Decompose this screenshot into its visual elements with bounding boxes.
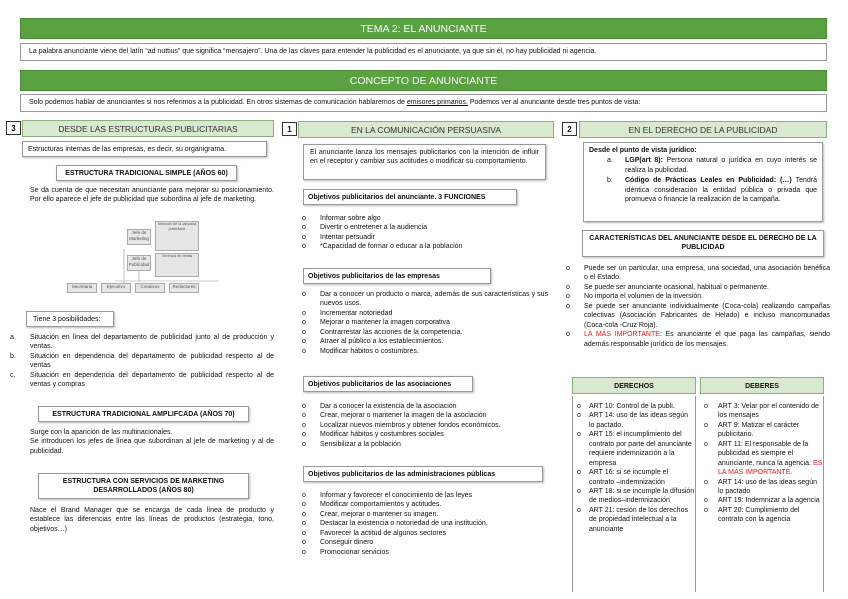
list-item: o Se puede ser anunciante individualmente (Coca-cola) realizando campañas colectivas (Asociación Fabricantes de Helado) e incluso mancomunadas (Coca-cola -Cruz Roja). [562, 302, 830, 330]
list-item [700, 440, 823, 478]
section-title-concepto: CONCEPTO DE ANUNCIANTE [20, 70, 827, 91]
concepto-text-pre: Solo podemos hablar de anunciantes si nos referimos a la publicidad. En otros sistemas de comunicación hablaremos de [29, 99, 407, 106]
list-item: o Informar sobre algo [298, 214, 548, 223]
org-chart [71, 219, 275, 295]
deberes-header: DEBERES [700, 377, 824, 394]
group-list-asociaciones [298, 402, 548, 449]
list-item: o Crear, mejorar o mantener la imagen de la asociación [298, 411, 548, 420]
deberes-list [700, 402, 823, 525]
list-marker: b. [10, 352, 16, 360]
list-item: o Conseguir dinero [298, 538, 548, 547]
list-item: o Informar y favorecer el conocimiento de las leyes [298, 491, 548, 500]
servicios-text: Nace el Brand Manager que se encarga de cada línea de producto y establece las diferencias entre las líneas de productos (estrategia, tono, objetivos…) [30, 507, 274, 533]
list-item: o Intentar persuadir [298, 233, 548, 242]
list-item: o ART 9: Matizar el carácter publicitario. [700, 421, 823, 440]
group-title-anunciante: Objetivos publicitarios del anunciante. 3 FUNCIONES [303, 189, 517, 205]
list-item: o Favorecer la actitud de algunos sectores [298, 529, 548, 538]
ampliada-line-1: Surge con la aparición de las multinacionales. [30, 429, 173, 436]
list-item: o Modificar comportamientos y actitudes. [298, 500, 548, 509]
list-item [562, 330, 830, 349]
juridico-marker-a: a. [607, 157, 613, 165]
list-item: o Contrarrestar las acciones de la competencia. [298, 328, 548, 337]
list-item: o Mejorar o mantener la imagen corporativa [298, 318, 548, 327]
org-box-creativos: Creativos [135, 283, 165, 293]
list-item: o Sensibilizar a la población [298, 440, 548, 449]
list-item: o Modificar hábitos y costumbres sociales [298, 430, 548, 439]
deberes-column [700, 396, 824, 592]
col2-number: 1 [282, 122, 297, 136]
group-title-empresas: Objetivos publicitarios de las empresas [303, 268, 491, 284]
list-item-text: Situación en línea del departamento de publicidad junto al de producción y ventas. [30, 334, 274, 351]
page-title: TEMA 2: EL ANUNCIANTE [20, 18, 827, 39]
list-item: o No importa el volumen de la inversión. [562, 292, 830, 301]
derechos-column [572, 396, 696, 592]
juridico-lead: Desde el punto de vista jurídico: [589, 147, 697, 154]
list-item: o ART 21: cesión de los derechos de propiedad intelectual a la anunciante [573, 506, 695, 534]
org-box-ejecutivo: Ejecutivo [101, 283, 131, 293]
list-item [8, 333, 274, 352]
org-note-2: Gerencia de ventas [155, 253, 199, 277]
juridico-b-text: Tendrá idéntica consideración la entidad pública o privada que promueva o financie la realización de la campaña. [625, 177, 817, 204]
group-list-empresas [298, 290, 548, 356]
list-item: o ART 14: uso de las ideas según lo pactado [700, 478, 823, 497]
derechos-list [573, 402, 695, 534]
posibilidades-list [8, 333, 274, 390]
list-item: o ART 15: el incumplimiento del contrato por parte del anunciante requiere indemnización a la empresa [573, 430, 695, 468]
list-item: o Dar a conocer la existencia de la asociación [298, 402, 548, 411]
list-item: o Puede ser un particular, una empresa, una sociedad, una asociación benéfica o el Estado. [562, 264, 830, 283]
juridico-box [583, 142, 823, 222]
col3-number: 2 [562, 122, 577, 136]
list-item: o ART 14: uso de las ideas según lo pactado. [573, 411, 695, 430]
group-list-anunciante [298, 214, 548, 252]
deberes-important: ES LA MÁS IMPORTANTE. [718, 459, 823, 477]
list-item-text: Situación en dependencia del departamento de publicidad respecto al de ventas [30, 352, 274, 370]
intro-text: La palabra anunciante viene del latín “ad nuttius” que significa “mensajero”. Una de las claves para entender la publicidad es el anunciante, ya que sin él, no hay publicidad ni agencia. [20, 43, 827, 61]
col1-number: 3 [6, 121, 21, 135]
list-item: o Promocionar servicios [298, 548, 548, 557]
list-item: o ART 16: si se incumple el contrato –indemnización [573, 468, 695, 487]
col2-intro: El anunciante lanza los mensajes publicitarios con la intención de influir en el receptor y cambiar sus actitudes o modificar su comportamiento. [303, 144, 546, 180]
col2-header: EN LA COMUNICACIÓN PERSUASIVA [298, 121, 554, 138]
list-item [8, 352, 274, 371]
list-item: o Divertir o entretener a la audiencia [298, 223, 548, 232]
juridico-a-text: Persona natural o jurídica en cuyo interés se realiza la publicidad. [625, 157, 818, 174]
list-item: o *Capacidad de formar o educar a la población [298, 242, 548, 251]
col1-header: DESDE LAS ESTRUCTURAS PUBLICITARIAS [22, 120, 274, 137]
concepto-text [20, 94, 827, 112]
derechos-header: DERECHOS [572, 377, 696, 394]
servicios-title: ESTRUCTURA CON SERVICIOS DE MARKETING DESARROLLADOS (AÑOS 80) [38, 473, 249, 499]
list-item: o Atraer al público a los establecimientos. [298, 337, 548, 346]
list-item: o ART 18: si se incumple la difusión de medios–indemnización [573, 487, 695, 506]
list-item: o Destacar la existencia o notoriedad de una institución. [298, 519, 548, 528]
list-marker: c. [10, 371, 16, 379]
important-text: : Es anunciante el que paga las campañas, siendo además responsable jurídico de los mensajes. [584, 331, 830, 348]
group-list-administraciones [298, 491, 548, 557]
important-label: LA MÁS IMPORTANTE [584, 331, 660, 339]
juridico-item-b [589, 176, 817, 204]
juridico-item-a [589, 156, 817, 175]
list-item: o Incrementar notoriedad [298, 309, 548, 318]
col1-subtitle: Estructuras internas de las empresas, es decir, su organigrama. [22, 141, 267, 157]
list-item: o ART 19: Indemnizar a la agencia [700, 496, 823, 505]
posibilidades-title: Tiene 3 posibilidades: [26, 311, 114, 327]
juridico-marker-b: b. [607, 177, 613, 185]
simple-text: Se da cuenta de que necesitan anunciante para mejorar su posicionamiento. Por ello aparece el jefe de publicidad que subordina al jefe de marketing. [30, 187, 274, 204]
list-item: o ART 3: Velar por el contenido de los mensajes [700, 402, 823, 421]
list-item: o Modificar hábitos o costumbres. [298, 347, 548, 356]
list-item-text: Situación en dependencia del departamento de publicidad respecto al de ventas y compras [30, 371, 274, 389]
list-item: o ART 10: Control de la publi. [573, 402, 695, 411]
caracteristicas-title: CARACTERÍSTICAS DEL ANUNCIANTE DESDE EL DERECHO DE LA PUBLICIDAD [582, 230, 824, 257]
org-box-redactores: Redactores [169, 283, 199, 293]
ampliada-text [30, 428, 274, 456]
org-jefe-marketing: Jefe de Marketing [127, 229, 151, 245]
juridico-a-bold: LGP(art 8): [625, 157, 663, 165]
org-jefe-publicidad: Jefe de Publicidad [127, 255, 151, 271]
list-item [8, 371, 274, 390]
list-marker: a. [10, 334, 16, 341]
org-note-1: Dirección de la campaña publicitaria [155, 221, 199, 251]
list-item-text: ART 11: El responsable de la publicidad es siempre el anunciante, nunca la agencia. [718, 440, 812, 467]
concepto-link: emisores primarios. [406, 99, 468, 106]
list-item: o Dar a conocer un producto o marca, además de sus características y sus nuevos usos. [298, 290, 548, 309]
simple-title: ESTRUCTURA TRADICIONAL SIMPLE (AÑOS 60) [56, 165, 237, 181]
juridico-b-bold: Código de Prácticas Leales en Publicidad: (…) [625, 177, 792, 185]
concepto-text-post: Podemos ver al anunciante desde tres puntos de vista: [467, 99, 641, 106]
ampliada-line-2: Se introducen los jefes de línea que subordinan al jefe de marketing y al de publicidad. [30, 438, 274, 455]
group-title-administraciones: Objetivos publicitarios de las administraciones públicas [303, 466, 543, 482]
group-title-asociaciones: Objetivos publicitarios de las asociaciones [303, 376, 473, 392]
col3-header: EN EL DERECHO DE LA PUBLICIDAD [579, 121, 827, 138]
ampliada-title: ESTRUCTURA TRADICIONAL AMPLIFCADA (AÑOS 70) [38, 406, 249, 422]
list-item: o Se puede ser anunciante ocasional, habitual o permanente. [562, 283, 830, 292]
caracteristicas-list [562, 264, 830, 349]
list-item: o ART 20: Cumplimiento del contrato con la agencia [700, 506, 823, 525]
list-item: o Crear, mejorar o mantener su imagen. [298, 510, 548, 519]
org-box-secretaria: Secretaria [67, 283, 97, 293]
list-item: o Localizar nuevos miembros y obtener fondos económicos. [298, 421, 548, 430]
